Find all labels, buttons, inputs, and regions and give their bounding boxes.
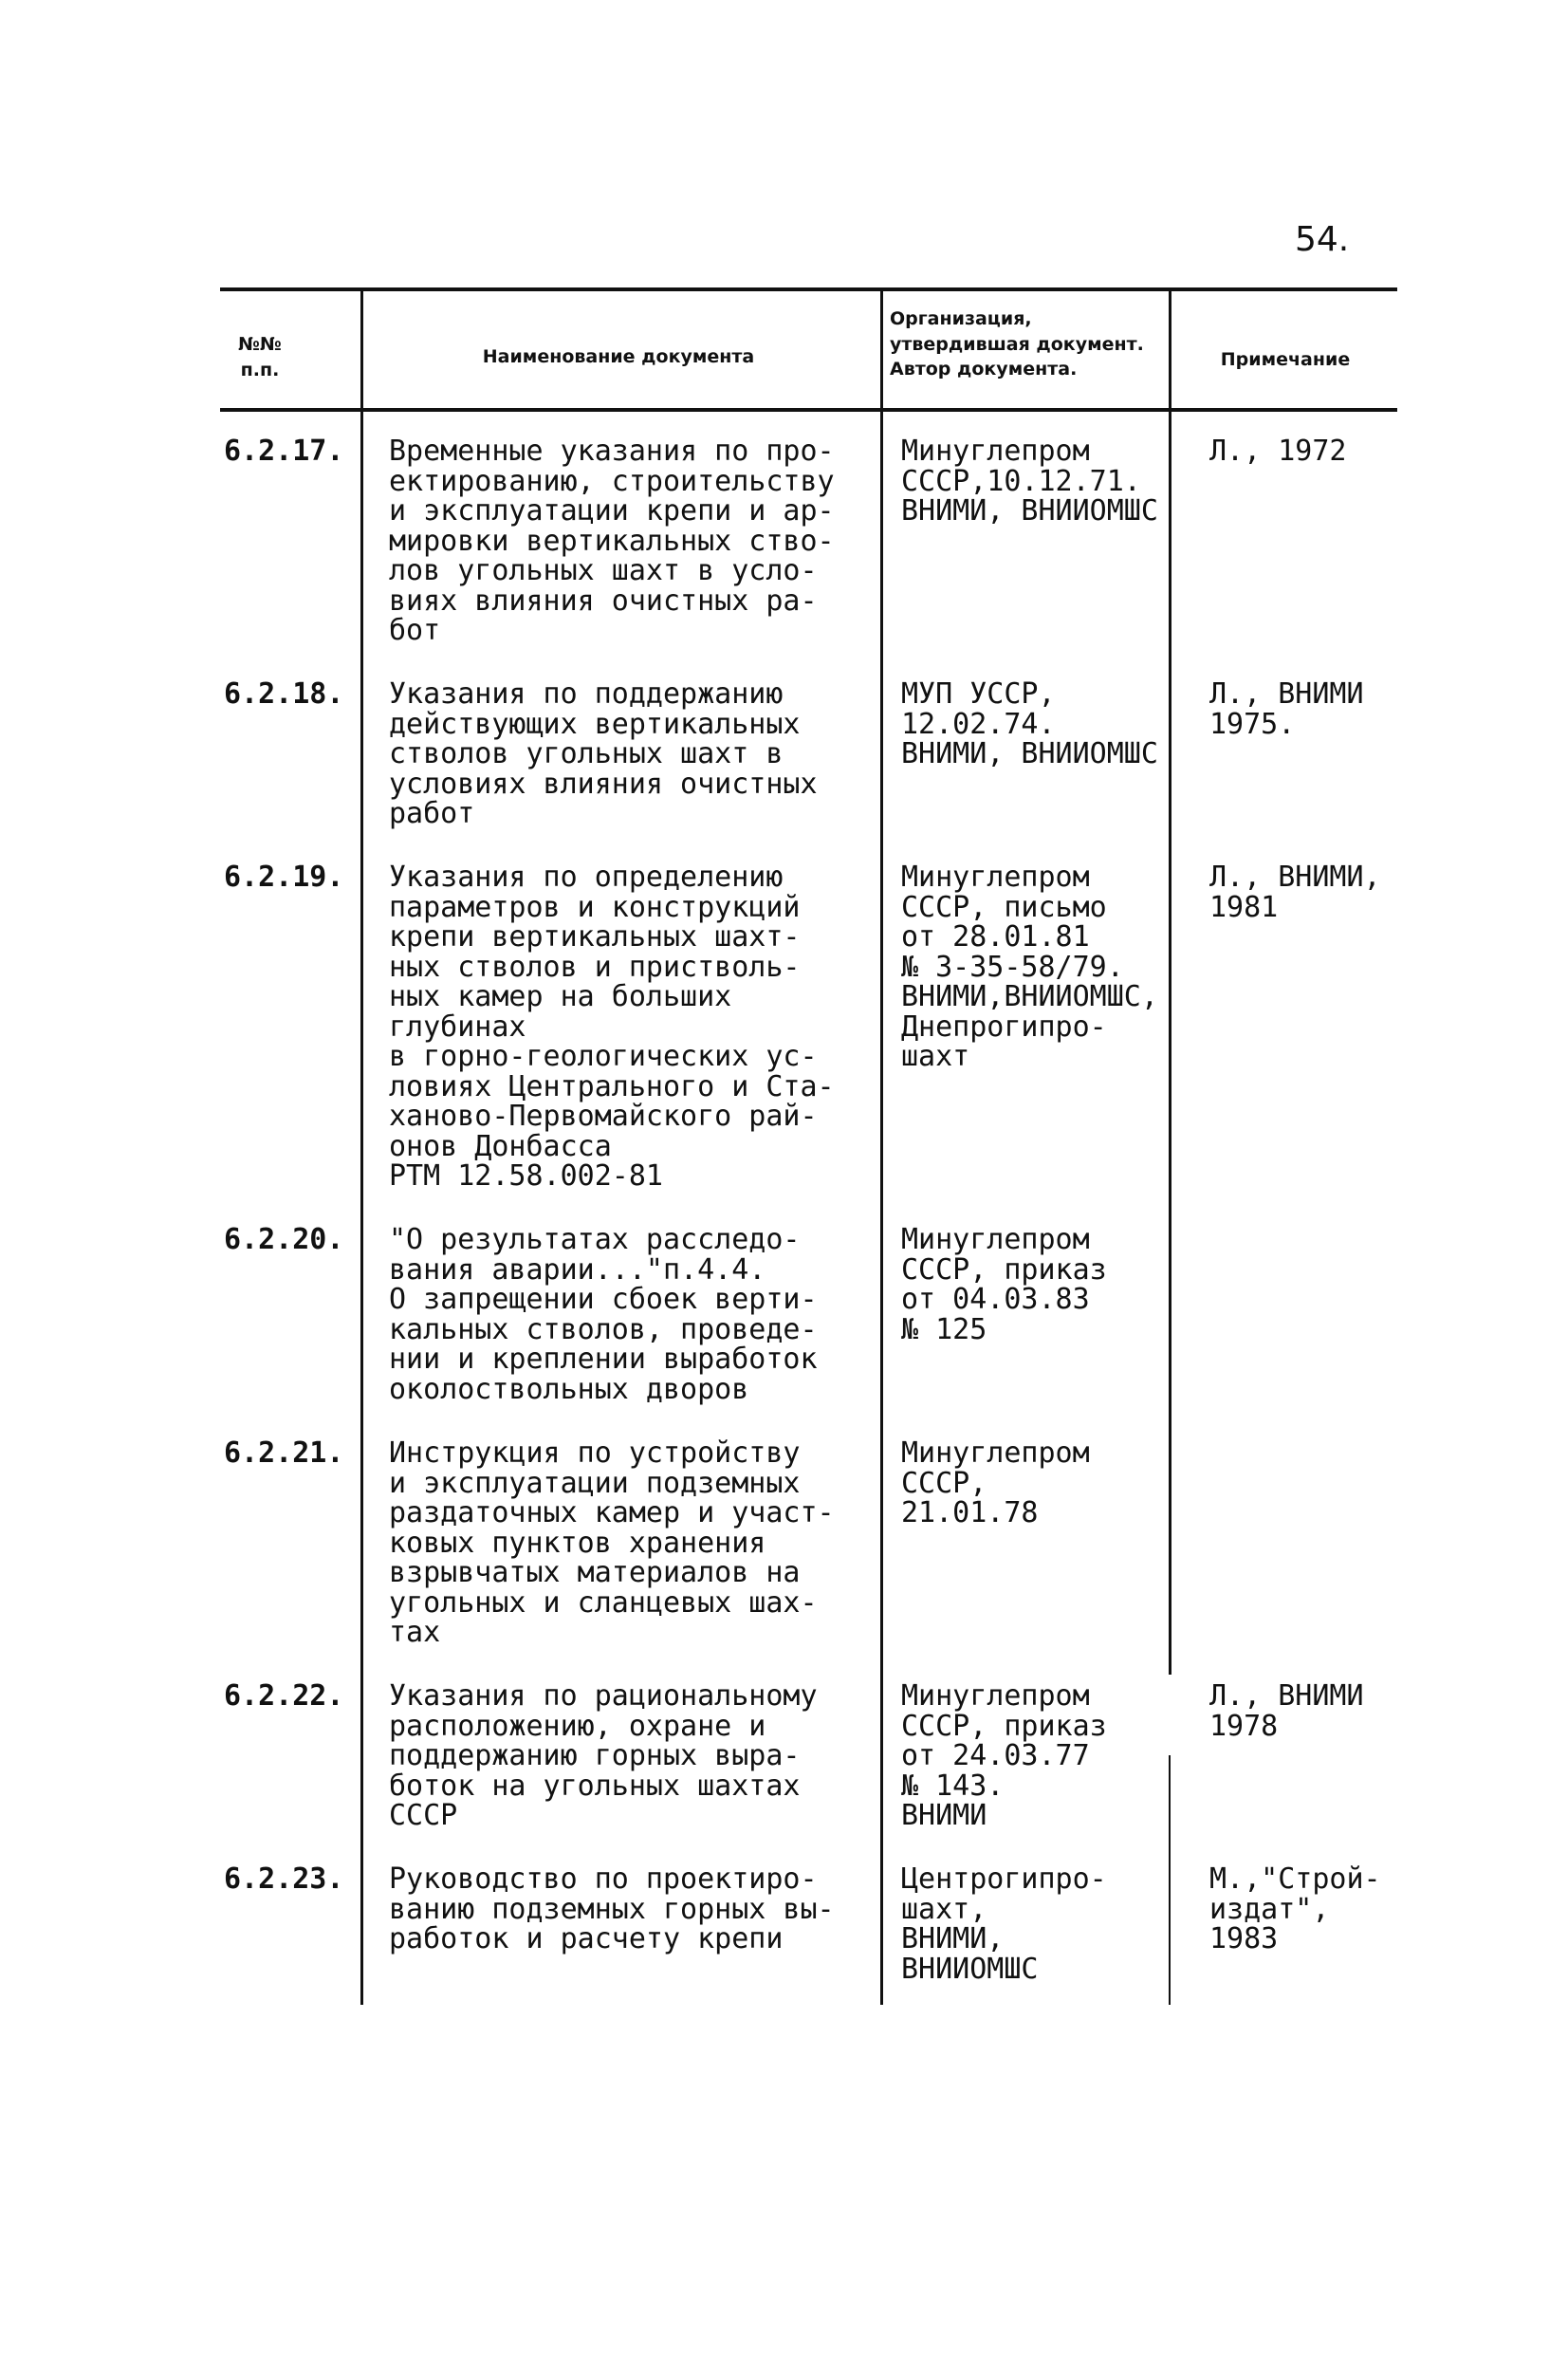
table-body [0, 436, 1568, 2018]
note: Л., 1972 [1209, 435, 1347, 468]
organization: Минуглепром СССР, письмо от 28.01.81 № 3-35-58/79. ВНИМИ,ВНИИОМШС, Днепрогипро- шахт [901, 861, 1158, 1073]
organization: Минуглепром СССР,10.12.71. ВНИМИ, ВНИИОМШС [901, 435, 1158, 528]
row-number: 6.2.18. [224, 677, 344, 711]
organization: Минуглепром СССР, приказ от 24.03.77 № 143. ВНИМИ [901, 1679, 1107, 1832]
table-top-rule [220, 287, 1397, 291]
note: Л., ВНИМИ 1975. [1209, 677, 1364, 741]
table-row [0, 1438, 1568, 1649]
row-number: 6.2.23. [224, 1862, 344, 1896]
table-row [0, 1225, 1568, 1406]
document-name: Указания по определению параметров и конструкций крепи вертикальных шахт- ных стволов и пристволь- ных камер на больших глубинах в горно-геологических ус- ловиях Центрального и Ста- ханово-Первомайского рай- онов Донбасса РТМ 12.58.002-81 [389, 861, 835, 1193]
document-name: Указания по рациональному расположению, охране и поддержанию горных выра- боток на угольных шахтах СССР [389, 1679, 818, 1832]
organization: МУП УССР, 12.02.74. ВНИМИ, ВНИИОМШС [901, 677, 1158, 770]
row-number: 6.2.22. [224, 1679, 344, 1713]
header-organization: Организация, утвердившая документ. Автор документа. [890, 308, 1144, 380]
table-row [0, 436, 1568, 647]
note: Л., ВНИМИ 1978 [1209, 1679, 1364, 1743]
note: М.,"Строй- издат", 1983 [1209, 1862, 1381, 1955]
row-number: 6.2.21. [224, 1436, 344, 1470]
row-number: 6.2.17. [224, 435, 344, 468]
table-row [0, 862, 1568, 1193]
note: Л., ВНИМИ, 1981 [1209, 861, 1381, 924]
row-number: 6.2.19. [224, 861, 344, 894]
page-number: 54. [1295, 220, 1350, 259]
organization: Минуглепром СССР, 21.01.78 [901, 1436, 1090, 1529]
table-row [0, 679, 1568, 830]
header-note: Примечание [1220, 349, 1351, 370]
organization: Центрогипро- шахт, ВНИМИ, ВНИИОМШС [901, 1862, 1107, 1986]
document-name: Временные указания по про- ектированию, строительству и эксплуатации крепи и ар- мировки вертикальных ство- лов угольных шахт в усло- виях влияния очистных ра- бот [389, 435, 835, 647]
table-row [0, 1864, 1568, 1986]
organization: Минуглепром СССР, приказ от 04.03.83 № 125 [901, 1223, 1107, 1346]
document-name: Указания по поддержанию действующих вертикальных стволов угольных шахт в условиях влияния очистных работ [389, 677, 818, 830]
row-number: 6.2.20. [224, 1223, 344, 1256]
header-bottom-rule [220, 408, 1397, 412]
document-name: Инструкция по устройству и эксплуатации подземных раздаточных камер и участ- ковых пунктов хранения взрывчатых материалов на угольных и сланцевых шах- тах [389, 1436, 835, 1649]
table-row [0, 1681, 1568, 1832]
document-name: Руководство по проектиро- ванию подземных горных вы- работок и расчету крепи [389, 1862, 835, 1955]
header-document-name: Наименование документа [482, 346, 755, 367]
document-name: "О результатах расследо- вания аварии..."п.4.4. О запрещении сбоек верти- кальных стволов, проведе- нии и креплении выработок околоствольных дворов [389, 1223, 818, 1406]
header-number: №№ п.п. [238, 334, 282, 380]
